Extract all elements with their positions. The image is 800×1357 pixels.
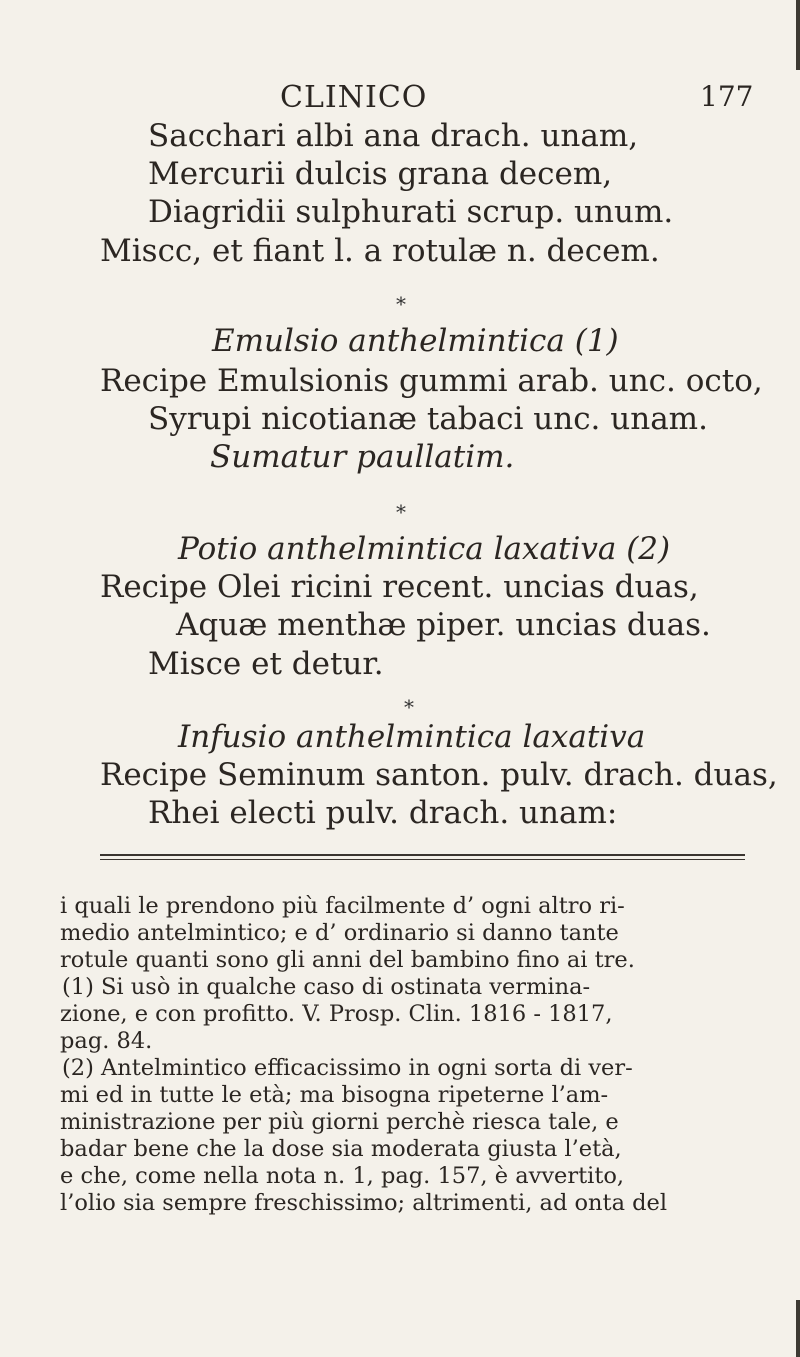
footnote-rule — [100, 859, 745, 860]
section-title: Potio anthelmintica laxativa (2) — [178, 531, 671, 567]
footnote-rule — [100, 854, 745, 856]
recipe-line: Recipe Seminum santon. pulv. drach. duas, — [100, 757, 778, 793]
section-separator: * — [404, 695, 414, 719]
recipe-line: Aquæ menthæ piper. uncias duas. — [176, 607, 711, 643]
section-title: Infusio anthelmintica laxativa — [178, 719, 646, 755]
footnote-line: ministrazione per più giorni perchè riesca tale, e — [60, 1109, 619, 1135]
footnote-line: pag. 84. — [60, 1028, 153, 1054]
section-separator: * — [396, 500, 406, 524]
footnote-line: badar bene che la dose sia moderata giusta l’età, — [60, 1136, 622, 1162]
footnote-line: l’olio sia sempre freschissimo; altrimenti, ad onta del — [60, 1190, 668, 1216]
page-number: 177 — [700, 80, 754, 113]
recipe-line: Sacchari albi ana drach. unam, — [148, 118, 639, 154]
recipe-line: Mercurii dulcis grana decem, — [148, 156, 613, 192]
recipe-line: Recipe Emulsionis gummi arab. unc. octo, — [100, 363, 763, 399]
footnote-line: (2) Antelmintico efficacissimo in ogni sorta di ver- — [62, 1055, 633, 1081]
footnote-line: zione, e con profitto. V. Prosp. Clin. 1816 - 1817, — [60, 1001, 613, 1027]
footnote-line: i quali le prendono più facilmente d’ ogni altro ri- — [60, 893, 625, 919]
footnote-line: medio antelmintico; e d’ ordinario si danno tante — [60, 920, 619, 946]
footnote-line: (1) Si usò in qualche caso di ostinata vermina- — [62, 974, 591, 1000]
footnote-line: mi ed in tutte le età; ma bisogna ripeterne l’am- — [60, 1082, 609, 1108]
instruction-line: Sumatur paullatim. — [210, 439, 515, 475]
page-edge-bottom — [796, 1300, 800, 1357]
page-edge-top — [796, 0, 800, 70]
running-header: CLINICO — [280, 80, 428, 115]
section-title: Emulsio anthelmintica (1) — [212, 323, 619, 359]
recipe-line: Rhei electi pulv. drach. unam: — [148, 795, 618, 831]
recipe-line: Diagridii sulphurati scrup. unum. — [148, 194, 674, 230]
recipe-line: Miscc, et fiant l. a rotulæ n. decem. — [100, 233, 660, 269]
footnote-line: rotule quanti sono gli anni del bambino fino ai tre. — [60, 947, 635, 973]
footnote-line: e che, come nella nota n. 1, pag. 157, è avvertito, — [60, 1163, 625, 1189]
recipe-line: Syrupi nicotianæ tabaci unc. unam. — [148, 401, 708, 437]
section-separator: * — [396, 292, 406, 316]
recipe-line: Recipe Olei ricini recent. uncias duas, — [100, 569, 699, 605]
recipe-line: Misce et detur. — [148, 646, 384, 682]
